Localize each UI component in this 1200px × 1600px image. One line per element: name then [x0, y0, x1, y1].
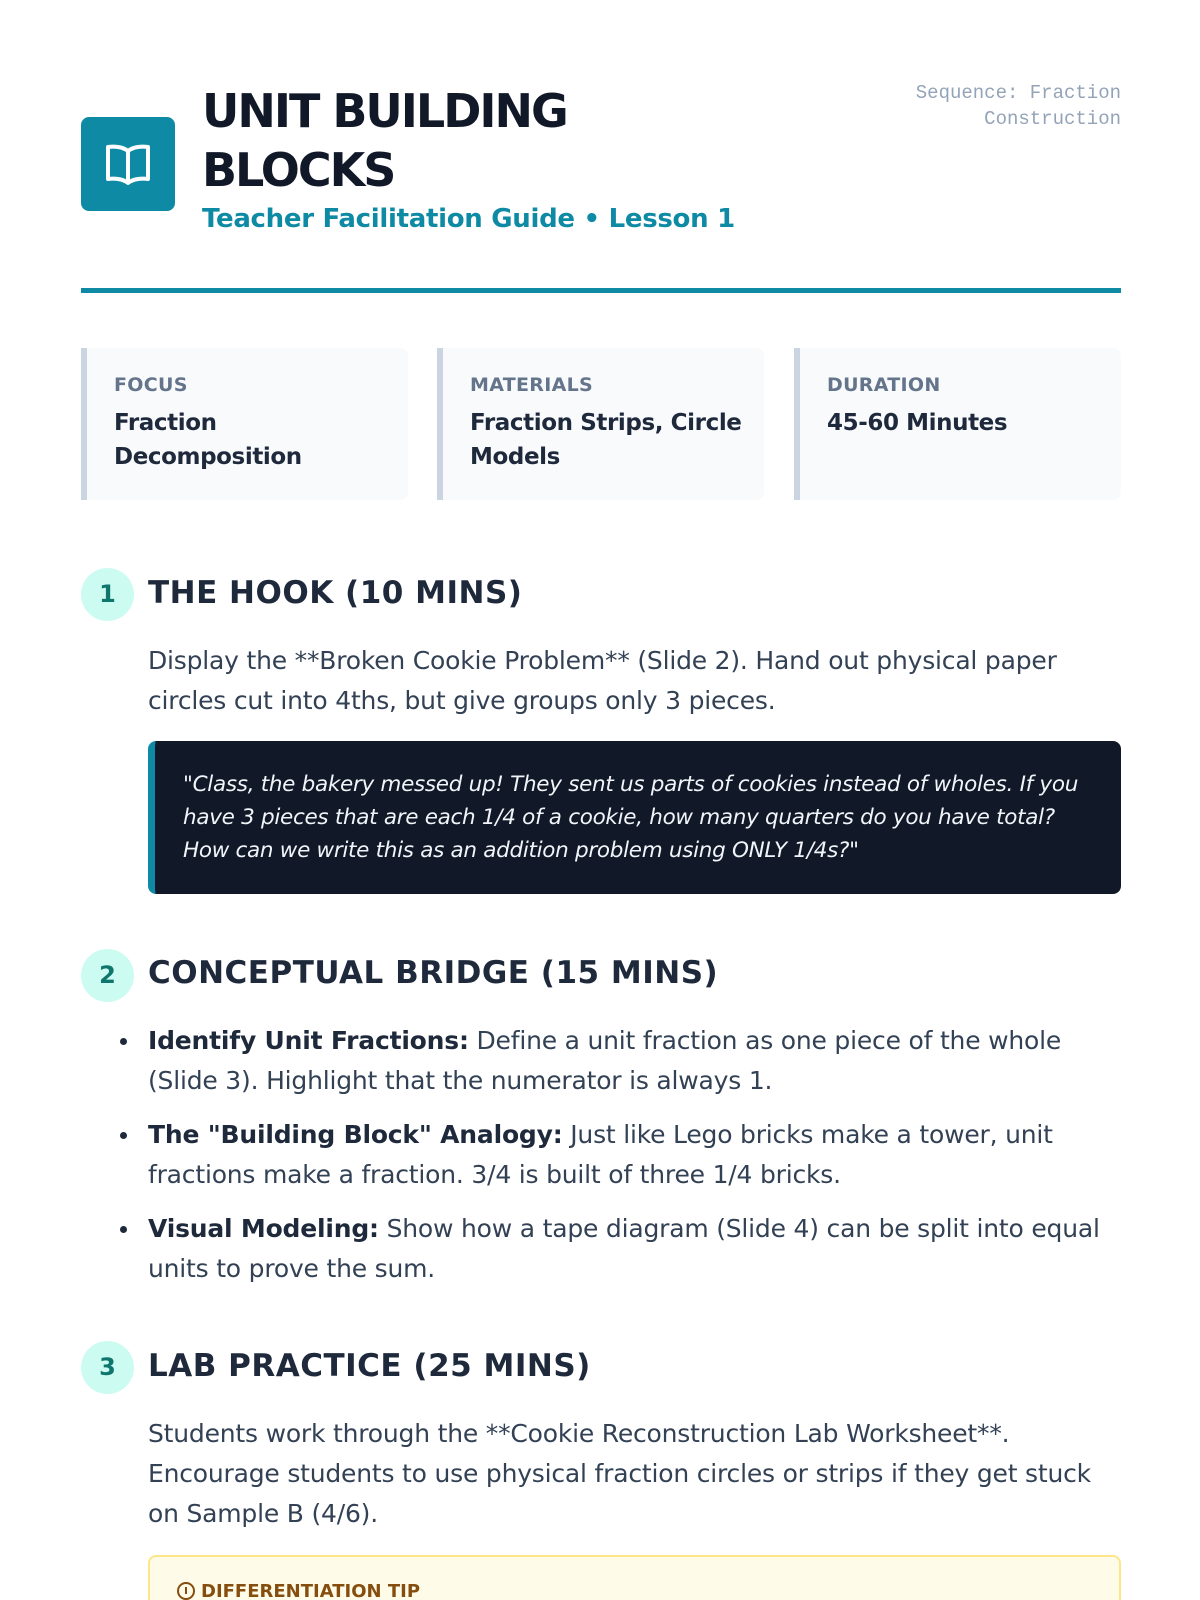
section-text: Display the **Broken Cookie Problem** (Slide 2). Hand out physical paper circles cut into 4ths, but give groups only 3 pieces. — [148, 646, 1057, 715]
list-item-text: Just like Lego bricks make a tower, unit fractions make a fraction. 3/4 is built of three 1/4 bricks. — [148, 1120, 1053, 1189]
teacher-script-quote — [148, 741, 1121, 894]
section-text: Students work through the **Cookie Reconstruction Lab Worksheet**. Encourage students to use physical fraction circles or strips if they get stuck on Sample B (4/6). — [148, 1419, 1091, 1528]
section-title: THE HOOK (10 MINS) — [148, 575, 523, 611]
page-header — [81, 80, 1121, 294]
list-item-lead: Identify Unit Fractions: — [148, 1026, 469, 1055]
list-item-text: Define a unit fraction as one piece of the whole (Slide 3). Highlight that the numerator is always 1. — [148, 1026, 1062, 1095]
card-label: FOCUS — [114, 374, 188, 396]
open-book-icon — [103, 139, 153, 189]
step-number-badge: 2 — [81, 949, 134, 1002]
card-value: Fraction Decomposition — [114, 410, 302, 470]
info-cards — [81, 348, 1121, 500]
list-item — [148, 1021, 1118, 1101]
header-divider — [81, 288, 1121, 293]
materials-card — [437, 348, 764, 500]
tip-label — [177, 1581, 420, 1600]
card-label: MATERIALS — [470, 374, 593, 396]
list-item-lead: The "Building Block" Analogy: — [148, 1120, 563, 1149]
step-number-badge: 1 — [81, 568, 134, 621]
info-icon — [177, 1582, 195, 1600]
duration-card — [794, 348, 1121, 500]
list-item — [148, 1209, 1118, 1289]
sequence-label: Sequence: Fraction Construction — [915, 82, 1121, 130]
card-value: 45-60 Minutes — [827, 410, 1008, 436]
list-item-text: Show how a tape diagram (Slide 4) can be split into equal units to prove the sum. — [148, 1214, 1100, 1283]
list-item — [148, 1115, 1118, 1195]
page-subtitle: Teacher Facilitation Guide • Lesson 1 — [202, 204, 735, 234]
card-value: Fraction Strips, Circle Models — [470, 410, 742, 470]
logo — [81, 117, 175, 211]
differentiation-tip-box — [148, 1555, 1121, 1600]
step-number-badge: 3 — [81, 1341, 134, 1394]
list-item-lead: Visual Modeling: — [148, 1214, 379, 1243]
card-label: DURATION — [827, 374, 941, 396]
bullet-list — [148, 1021, 1118, 1303]
section-title: CONCEPTUAL BRIDGE (15 MINS) — [148, 955, 719, 991]
tip-label-text: DIFFERENTIATION TIP — [201, 1581, 421, 1600]
quote-text: "Class, the bakery messed up! They sent us parts of cookies instead of wholes. If you have 3 pieces that are each 1/4 of a cookie, how many quarters do you have total? How can we write this as an addition problem using ONLY 1/4s?" — [183, 772, 1079, 863]
page-title: UNIT BUILDING BLOCKS — [202, 84, 567, 197]
focus-card — [81, 348, 408, 500]
section-title: LAB PRACTICE (25 MINS) — [148, 1348, 591, 1384]
